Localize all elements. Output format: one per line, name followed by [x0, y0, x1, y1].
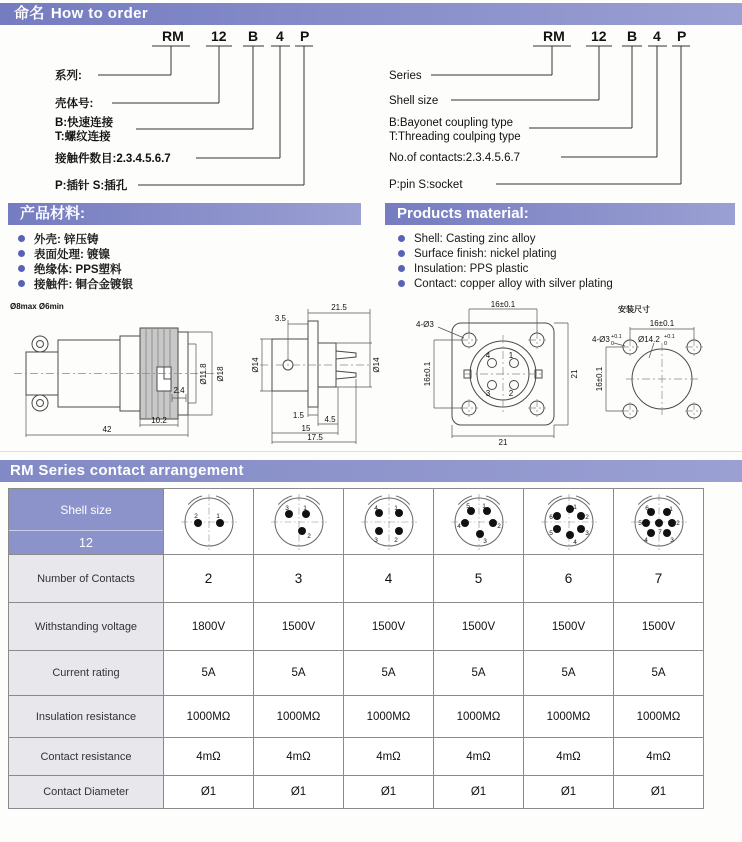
flange-dim-top: 16±0.1	[490, 300, 516, 309]
plug-dim-small: 2.4	[173, 386, 185, 395]
bullet-icon	[18, 235, 25, 242]
order-label-zh: P:插针 S:插孔	[55, 180, 128, 192]
receptacle-dia-right: Ø14	[372, 357, 381, 373]
pin-number: 3	[584, 529, 589, 537]
plug-dim-length: 42	[102, 425, 112, 434]
receptacle-dim-b3: 15	[301, 424, 311, 433]
table-cell: 6	[524, 555, 614, 603]
pin-number: 6	[548, 513, 553, 521]
pin-number: 5	[548, 529, 553, 537]
contact-table	[8, 488, 704, 809]
shell-size-cell	[9, 489, 164, 555]
code-token: RM	[162, 28, 184, 44]
table-cell: 5A	[344, 651, 434, 696]
table-cell: Ø1	[344, 776, 434, 809]
pin-number: 1	[393, 504, 398, 512]
pin-number: 7	[657, 528, 662, 536]
table-row-label: Current rating	[9, 651, 164, 696]
mounting-centerlines	[621, 338, 703, 420]
table-cell: 1500V	[344, 603, 434, 651]
order-label-zh: 壳体号:	[55, 98, 94, 110]
receptacle-dim-b1: 1.5	[292, 411, 304, 420]
flange-centerlines	[460, 331, 546, 417]
pin-number: 2	[306, 532, 311, 540]
pin-number: 3	[284, 504, 289, 512]
pin-arrangement-7	[615, 490, 703, 554]
receptacle-dim-lines	[260, 309, 372, 444]
order-label-en: Series	[389, 70, 422, 82]
pin-number: 4	[373, 504, 378, 512]
table-cell: 5A	[434, 651, 524, 696]
how-to-order-header	[0, 3, 742, 25]
table-cell: 1000MΩ	[524, 696, 614, 738]
table-cell: Ø1	[524, 776, 614, 809]
pin-number: 1	[215, 512, 220, 520]
flange-dim-bottom: 21	[498, 438, 508, 447]
pin-arrangement-5	[435, 490, 523, 554]
table-cell: 5A	[524, 651, 614, 696]
plug-note: Ø8max Ø6min	[10, 302, 64, 311]
plug-dim-lines	[26, 332, 212, 437]
materials-item-text: Surface finish: nickel plating	[414, 247, 557, 260]
order-label-zh: B:快速连接	[55, 117, 114, 129]
order-diagrams	[0, 25, 742, 200]
pin-number: 2	[393, 536, 398, 544]
pin-diagram-cell	[524, 489, 614, 555]
order-label-zh: 接触件数目:2.3.4.5.6.7	[55, 153, 171, 165]
table-cell: 5A	[254, 651, 344, 696]
pin-diagram-cell	[254, 489, 344, 555]
order-label-en: B:Bayonet coupling type	[389, 117, 514, 129]
plug-dia-outer: Ø18	[216, 366, 225, 382]
drawing-mounting	[590, 297, 727, 447]
pin-number: 2	[584, 513, 589, 521]
pin-number: 3	[669, 536, 674, 544]
mounting-title: 安装尺寸	[618, 305, 650, 314]
materials-item-text: 接触件: 铜合金镀银	[34, 278, 134, 291]
table-cell: 1500V	[524, 603, 614, 651]
pin-number: 5	[637, 519, 642, 527]
code-token: B	[248, 28, 259, 44]
table-cell: Ø1	[614, 776, 704, 809]
code-token: 12	[211, 28, 227, 44]
flange-dim-right: 21	[570, 369, 579, 379]
mounting-dia-label: Ø14.2	[638, 335, 660, 344]
code-token: 4	[276, 28, 284, 44]
mounting-holes-sub: 0	[611, 341, 615, 347]
materials-lists	[0, 231, 742, 293]
materials-item	[18, 231, 368, 246]
pin-diagram-cell	[164, 489, 254, 555]
bullet-icon	[18, 265, 25, 272]
materials-item	[398, 246, 613, 261]
table-row-label: Contact Diameter	[9, 776, 164, 809]
pin-number: 1	[481, 502, 486, 510]
table-row-label: Insulation resistance	[9, 696, 164, 738]
code-token: 4	[653, 28, 661, 44]
pin-arrangement-4	[345, 490, 433, 554]
mounting-dia-sub: 0	[664, 341, 668, 347]
receptacle-dim-top: 21.5	[331, 303, 347, 312]
order-label-en: P:pin S:socket	[389, 179, 463, 191]
pin-number: 1	[668, 505, 673, 513]
technical-drawings	[0, 297, 742, 447]
code-token: P	[677, 28, 687, 44]
table-cell: 1000MΩ	[434, 696, 524, 738]
order-label-zh: 系列:	[55, 70, 82, 82]
pin-number: 6	[644, 504, 649, 512]
plug-dia-inner: Ø11.8	[199, 363, 208, 385]
order-label-zh: T:螺纹连接	[55, 131, 111, 143]
bullet-icon	[18, 280, 25, 287]
drawing-flange-front	[410, 297, 590, 447]
mounting-dim-left: 16±0.1	[595, 366, 604, 392]
pin-arrangement-2	[165, 490, 253, 554]
table-cell: Ø1	[434, 776, 524, 809]
table-cell: 4	[344, 555, 434, 603]
table-cell: 5A	[164, 651, 254, 696]
order-diagram-en	[371, 25, 742, 200]
bullet-icon	[18, 250, 25, 257]
pin-number: 3	[482, 537, 487, 545]
materials-header-en: Products material:	[385, 203, 735, 225]
table-row-label: Number of Contacts	[9, 555, 164, 603]
table-cell: Ø1	[254, 776, 344, 809]
materials-item	[398, 261, 613, 276]
table-cell: 4mΩ	[614, 738, 704, 776]
pin-number: 2	[496, 522, 501, 530]
receptacle-dim-offset: 3.5	[274, 314, 286, 323]
materials-item	[18, 246, 368, 261]
materials-list-en	[398, 231, 613, 293]
table-cell: 1000MΩ	[254, 696, 344, 738]
materials-item	[398, 231, 613, 246]
materials-item-text: 表面处理: 镀镍	[34, 248, 111, 261]
table-cell: 1500V	[434, 603, 524, 651]
table-cell: 3	[254, 555, 344, 603]
flange-holes-label: 4-Ø3	[416, 320, 434, 329]
receptacle-geometry	[272, 321, 356, 407]
plug-dim-ring: 10.2	[151, 416, 167, 425]
table-cell: 4mΩ	[434, 738, 524, 776]
mounting-holes-label: 4-Ø3	[592, 335, 610, 344]
flange-dim-left: 16±0.1	[423, 361, 432, 387]
receptacle-dia-left: Ø14	[251, 357, 260, 373]
section-divider	[0, 451, 742, 452]
bullet-icon	[398, 280, 405, 287]
materials-item	[18, 276, 368, 291]
order-label-en: No.of contacts:2.3.4.5.6.7	[389, 152, 521, 164]
pin-diagram-cell	[434, 489, 524, 555]
materials-header-zh: 产品材料:	[8, 203, 361, 225]
shell-size-label: Shell size	[60, 502, 112, 517]
table-cell: 4mΩ	[344, 738, 434, 776]
flange-pin-label: 2	[508, 389, 514, 398]
pin-number: 2	[193, 512, 198, 520]
order-label-en: T:Threading coulping type	[389, 131, 521, 143]
materials-item-text: Insulation: PPS plastic	[414, 262, 529, 275]
table-cell: 1500V	[254, 603, 344, 651]
drawing-receptacle	[230, 297, 410, 447]
mounting-holes-sup: +0.1	[611, 334, 622, 340]
materials-headers	[0, 203, 742, 225]
materials-item-text: 外壳: 锌压铸	[34, 233, 99, 246]
materials-list-zh	[18, 231, 368, 293]
pin-diagram-cell	[614, 489, 704, 555]
materials-item-text: Contact: copper alloy with silver plating	[414, 277, 613, 290]
mounting-dia-sup: +0.1	[664, 334, 675, 340]
contact-arrangement-header: RM Series contact arrangement	[0, 460, 742, 482]
pin-diagram-cell	[344, 489, 434, 555]
table-cell: 4mΩ	[524, 738, 614, 776]
code-token: 12	[591, 28, 607, 44]
flange-dim-lines	[434, 309, 568, 438]
materials-item	[18, 261, 368, 276]
how-to-order-header-en: How to order	[50, 5, 149, 22]
materials-item	[398, 276, 613, 291]
flange-pin-label: 1	[508, 351, 514, 360]
pin-number: 1	[572, 503, 577, 511]
table-cell: 4mΩ	[164, 738, 254, 776]
shell-size-value: 12	[79, 535, 93, 550]
bullet-icon	[398, 250, 405, 257]
table-cell: 1500V	[614, 603, 704, 651]
table-cell: Ø1	[164, 776, 254, 809]
table-cell: 1800V	[164, 603, 254, 651]
pin-number: 4	[456, 522, 461, 530]
pin-number: 4	[643, 536, 648, 544]
mounting-dim-top: 16±0.1	[649, 319, 675, 328]
pin-arrangement-3	[255, 490, 343, 554]
table-cell: 4mΩ	[254, 738, 344, 776]
table-cell: 1000MΩ	[164, 696, 254, 738]
pin-number: 4	[572, 538, 577, 546]
table-cell: 2	[164, 555, 254, 603]
table-cell: 1000MΩ	[344, 696, 434, 738]
materials-item-text: 绝缘体: PPS塑料	[34, 263, 122, 276]
flange-pin-label: 3	[485, 389, 491, 398]
table-row-label: Contact resistance	[9, 738, 164, 776]
table-cell: 1000MΩ	[614, 696, 704, 738]
pin-arrangement-6	[525, 490, 613, 554]
code-token: B	[627, 28, 638, 44]
bullet-icon	[398, 235, 405, 242]
table-cell: 5	[434, 555, 524, 603]
receptacle-dim-b4: 17.5	[307, 433, 323, 442]
flange-pin-label: 4	[485, 351, 491, 360]
pin-number: 5	[465, 502, 470, 510]
table-cell: 7	[614, 555, 704, 603]
receptacle-dim-b2: 4.5	[324, 415, 336, 424]
code-token: P	[300, 28, 310, 44]
bullet-icon	[398, 265, 405, 272]
order-label-en: Shell size	[389, 95, 439, 107]
materials-item-text: Shell: Casting zinc alloy	[414, 232, 536, 245]
datasheet-page	[0, 3, 742, 842]
pin-number: 2	[675, 519, 680, 527]
pin-number: 3	[373, 536, 378, 544]
pin-number: 1	[302, 504, 307, 512]
code-token: RM	[543, 28, 565, 44]
table-row-label: Withstanding voltage	[9, 603, 164, 651]
drawing-cable-plug	[0, 297, 230, 447]
table-cell: 5A	[614, 651, 704, 696]
order-diagram-zh	[0, 25, 371, 200]
how-to-order-header-zh: 命名	[14, 5, 45, 22]
